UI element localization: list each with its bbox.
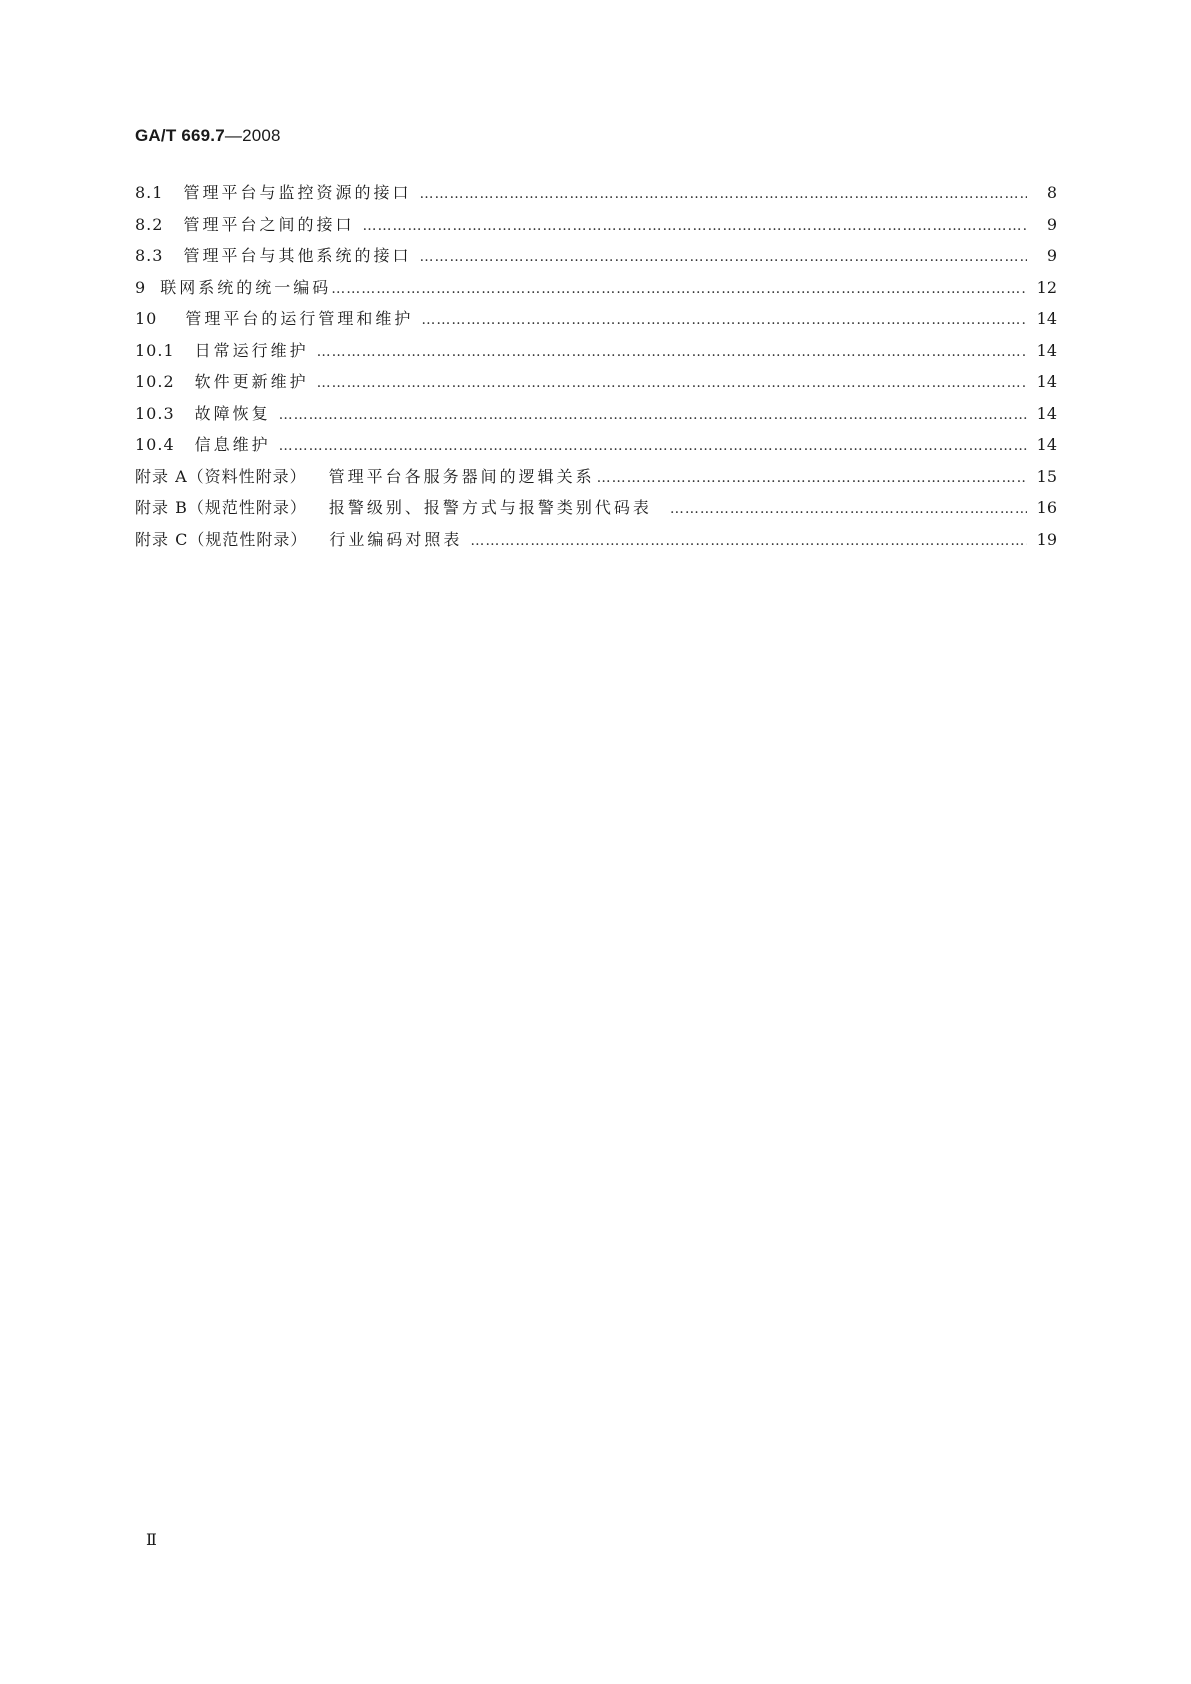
toc-entry-appendix-c[interactable] — [135, 527, 1057, 559]
toc-entry-title: 联网系统的统一编码 — [160, 277, 332, 297]
toc-entry-number: 10.3 — [135, 403, 175, 423]
toc-entry-page: 14 — [1036, 340, 1057, 360]
toc-entry-10-3[interactable] — [135, 401, 1057, 433]
toc-entry-number: 附录 B（规范性附录） — [135, 498, 307, 517]
toc-entry-number: 10 — [135, 309, 158, 328]
toc-entry-page: 15 — [1036, 466, 1057, 486]
toc-entry-appendix-b[interactable] — [135, 495, 1057, 527]
toc-entry-number: 9 — [135, 277, 147, 297]
toc-entry-title: 软件更新维护 — [194, 372, 309, 391]
toc-entry-page: 16 — [1036, 498, 1057, 517]
dot-leader — [362, 218, 1027, 234]
toc-entry-9[interactable] — [135, 275, 1057, 307]
toc-entry-page: 14 — [1036, 309, 1057, 328]
toc-entry-page: 9 — [1046, 214, 1057, 234]
toc-entry-page: 14 — [1036, 403, 1057, 423]
toc-entry-title: 管理平台各服务器间的逻辑关系 — [328, 466, 595, 486]
toc-entry-page: 9 — [1046, 246, 1057, 265]
toc-entry-page: 14 — [1036, 372, 1057, 391]
toc-entry-title: 信息维护 — [194, 435, 271, 454]
toc-entry-number: 8.1 — [135, 183, 164, 202]
table-of-contents — [135, 180, 1057, 558]
dot-leader — [421, 312, 1027, 328]
dot-leader — [670, 501, 1027, 517]
toc-entry-title: 管理平台之间的接口 — [183, 214, 355, 234]
toc-entry-8-2[interactable] — [135, 212, 1057, 244]
toc-entry-number: 10.2 — [135, 372, 175, 391]
dot-leader — [597, 470, 1027, 486]
toc-entry-page: 8 — [1046, 183, 1057, 202]
toc-entry-title: 管理平台与监控资源的接口 — [183, 183, 412, 202]
toc-entry-8-3[interactable] — [135, 243, 1057, 275]
standard-year: —2008 — [224, 126, 281, 145]
toc-entry-page: 12 — [1036, 277, 1057, 297]
page-number: Ⅱ — [146, 1530, 157, 1549]
dot-leader — [317, 375, 1027, 391]
standard-code: GA/T 669.7 — [135, 126, 225, 145]
toc-entry-10-2[interactable] — [135, 369, 1057, 401]
dot-leader — [419, 186, 1027, 202]
toc-entry-title: 故障恢复 — [194, 403, 271, 423]
toc-entry-number: 附录 A（资料性附录） — [135, 466, 307, 486]
toc-entry-title: 管理平台的运行管理和维护 — [185, 309, 414, 328]
toc-entry-10-1[interactable] — [135, 338, 1057, 370]
toc-entry-title: 行业编码对照表 — [329, 529, 463, 549]
toc-entry-title: 日常运行维护 — [194, 340, 309, 360]
toc-entry-number: 8.3 — [135, 246, 164, 265]
dot-leader — [279, 438, 1027, 454]
toc-entry-8-1[interactable] — [135, 180, 1057, 212]
toc-entry-number: 10.1 — [135, 340, 175, 360]
dot-leader — [279, 407, 1027, 423]
toc-entry-10-4[interactable] — [135, 432, 1057, 464]
toc-entry-number: 8.2 — [135, 214, 164, 234]
toc-entry-appendix-a[interactable] — [135, 464, 1057, 496]
toc-entry-page: 14 — [1036, 435, 1057, 454]
toc-entry-10[interactable] — [135, 306, 1057, 338]
dot-leader — [470, 533, 1027, 549]
toc-entry-page: 19 — [1036, 529, 1057, 549]
toc-entry-number: 10.4 — [135, 435, 175, 454]
dot-leader — [317, 344, 1027, 360]
toc-entry-title: 管理平台与其他系统的接口 — [183, 246, 412, 265]
document-header — [135, 126, 281, 146]
dot-leader — [419, 249, 1027, 265]
dot-leader — [331, 281, 1027, 297]
toc-entry-number: 附录 C（规范性附录） — [135, 529, 308, 549]
toc-entry-title: 报警级别、报警方式与报警类别代码表 — [328, 498, 652, 517]
